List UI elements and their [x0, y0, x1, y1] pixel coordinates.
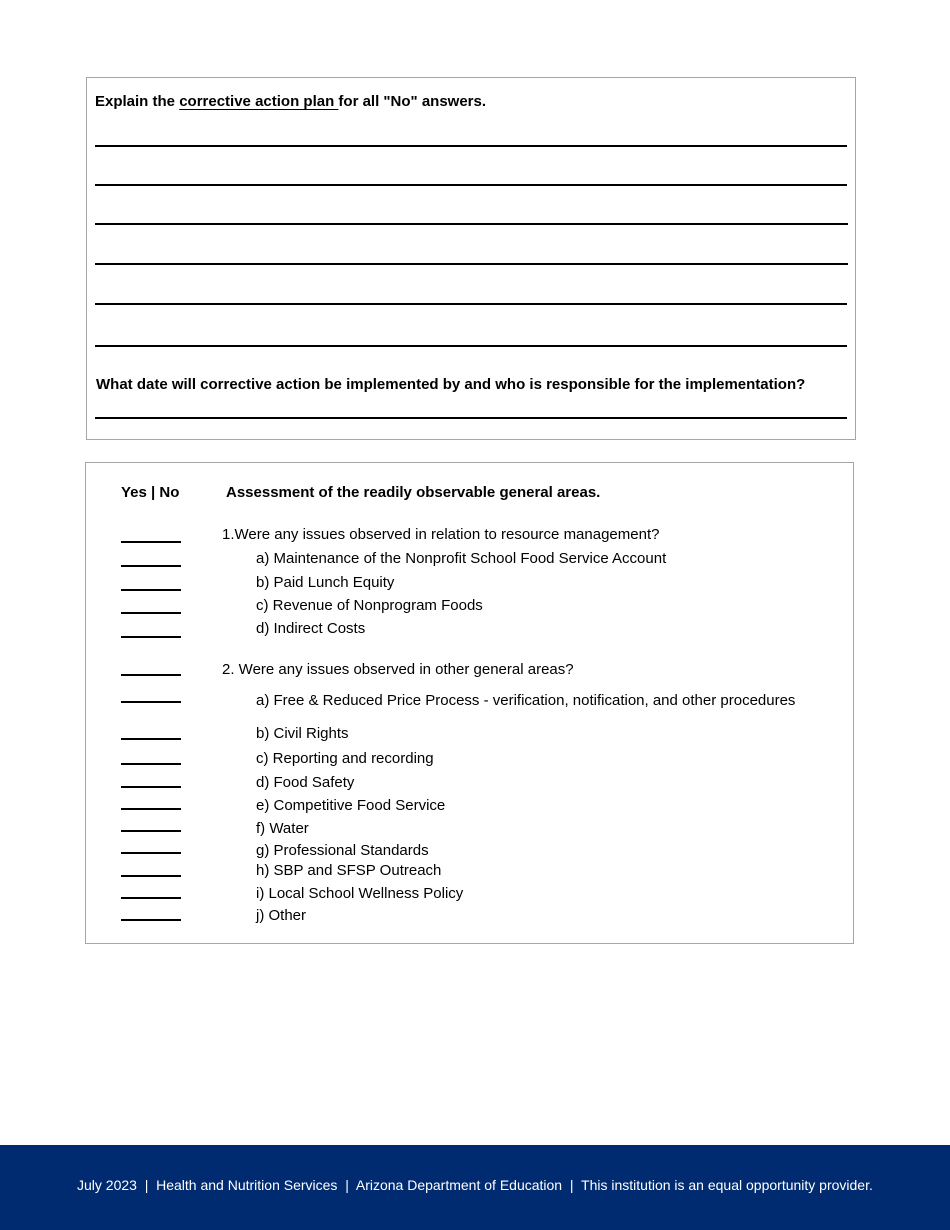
footer-text: July 2023 | Health and Nutrition Services | Arizona Department of Education | This institution is an equal opportunity provider. — [77, 1177, 873, 1193]
answer-blank-q2f[interactable] — [121, 830, 181, 832]
page-footer — [0, 1145, 950, 1230]
answer-blank-q1c[interactable] — [121, 612, 181, 614]
question-2-item-d: d) Food Safety — [256, 774, 355, 791]
implementation-date-line[interactable] — [95, 417, 847, 419]
answer-blank-q1b[interactable] — [121, 589, 181, 591]
corrective-action-prompt — [95, 93, 486, 110]
prompt-prefix: Explain the — [95, 93, 180, 110]
question-1-item-a: a) Maintenance of the Nonprofit School Food Service Account — [256, 550, 667, 567]
question-2-item-a: a) Free & Reduced Price Process - verification, notification, and other procedures — [256, 692, 796, 709]
answer-blank-q2g[interactable] — [121, 852, 181, 854]
answer-line-1[interactable] — [95, 145, 847, 147]
answer-blank-q2c[interactable] — [121, 763, 181, 765]
answer-line-2[interactable] — [95, 184, 847, 186]
answer-blank-q2a[interactable] — [121, 701, 181, 703]
answer-blank-q2[interactable] — [121, 674, 181, 676]
question-2-item-c: c) Reporting and recording — [256, 750, 434, 767]
question-2-item-h: h) SBP and SFSP Outreach — [256, 862, 442, 879]
question-1-item-d: d) Indirect Costs — [256, 620, 366, 637]
answer-line-5[interactable] — [95, 303, 847, 305]
question-2-item-g: g) Professional Standards — [256, 842, 429, 859]
question-2-item-f: f) Water — [256, 820, 309, 837]
prompt-suffix: for all "No" answers. — [338, 93, 487, 110]
question-2-item-j: j) Other — [256, 907, 307, 924]
answer-blank-q1a[interactable] — [121, 565, 181, 567]
answer-line-4[interactable] — [95, 263, 848, 265]
question-1: 1.Were any issues observed in relation to resource management? — [222, 526, 660, 543]
question-1-item-b: b) Paid Lunch Equity — [256, 574, 395, 591]
answer-blank-q2d[interactable] — [121, 786, 181, 788]
answer-blank-q1d[interactable] — [121, 636, 181, 638]
answer-blank-q2h[interactable] — [121, 875, 181, 877]
answer-blank-q1[interactable] — [121, 541, 181, 543]
answer-line-6[interactable] — [95, 345, 847, 347]
assessment-title: Assessment of the readily observable general areas. — [226, 484, 601, 501]
corrective-action-plan-link[interactable]: corrective action plan — [179, 93, 339, 110]
question-2: 2. Were any issues observed in other general areas? — [222, 661, 574, 678]
question-2-item-e: e) Competitive Food Service — [256, 797, 446, 814]
answer-blank-q2b[interactable] — [121, 738, 181, 740]
question-2-item-b: b) Civil Rights — [256, 725, 349, 742]
answer-blank-q2e[interactable] — [121, 808, 181, 810]
implementation-date-question: What date will corrective action be implemented by and who is responsible for the implementation? — [96, 376, 806, 393]
answer-blank-q2i[interactable] — [121, 897, 181, 899]
question-2-item-i: i) Local School Wellness Policy — [256, 885, 464, 902]
answer-line-3[interactable] — [95, 223, 848, 225]
answer-blank-q2j[interactable] — [121, 919, 181, 921]
question-1-item-c: c) Revenue of Nonprogram Foods — [256, 597, 483, 614]
yes-no-header: Yes | No — [121, 484, 180, 501]
